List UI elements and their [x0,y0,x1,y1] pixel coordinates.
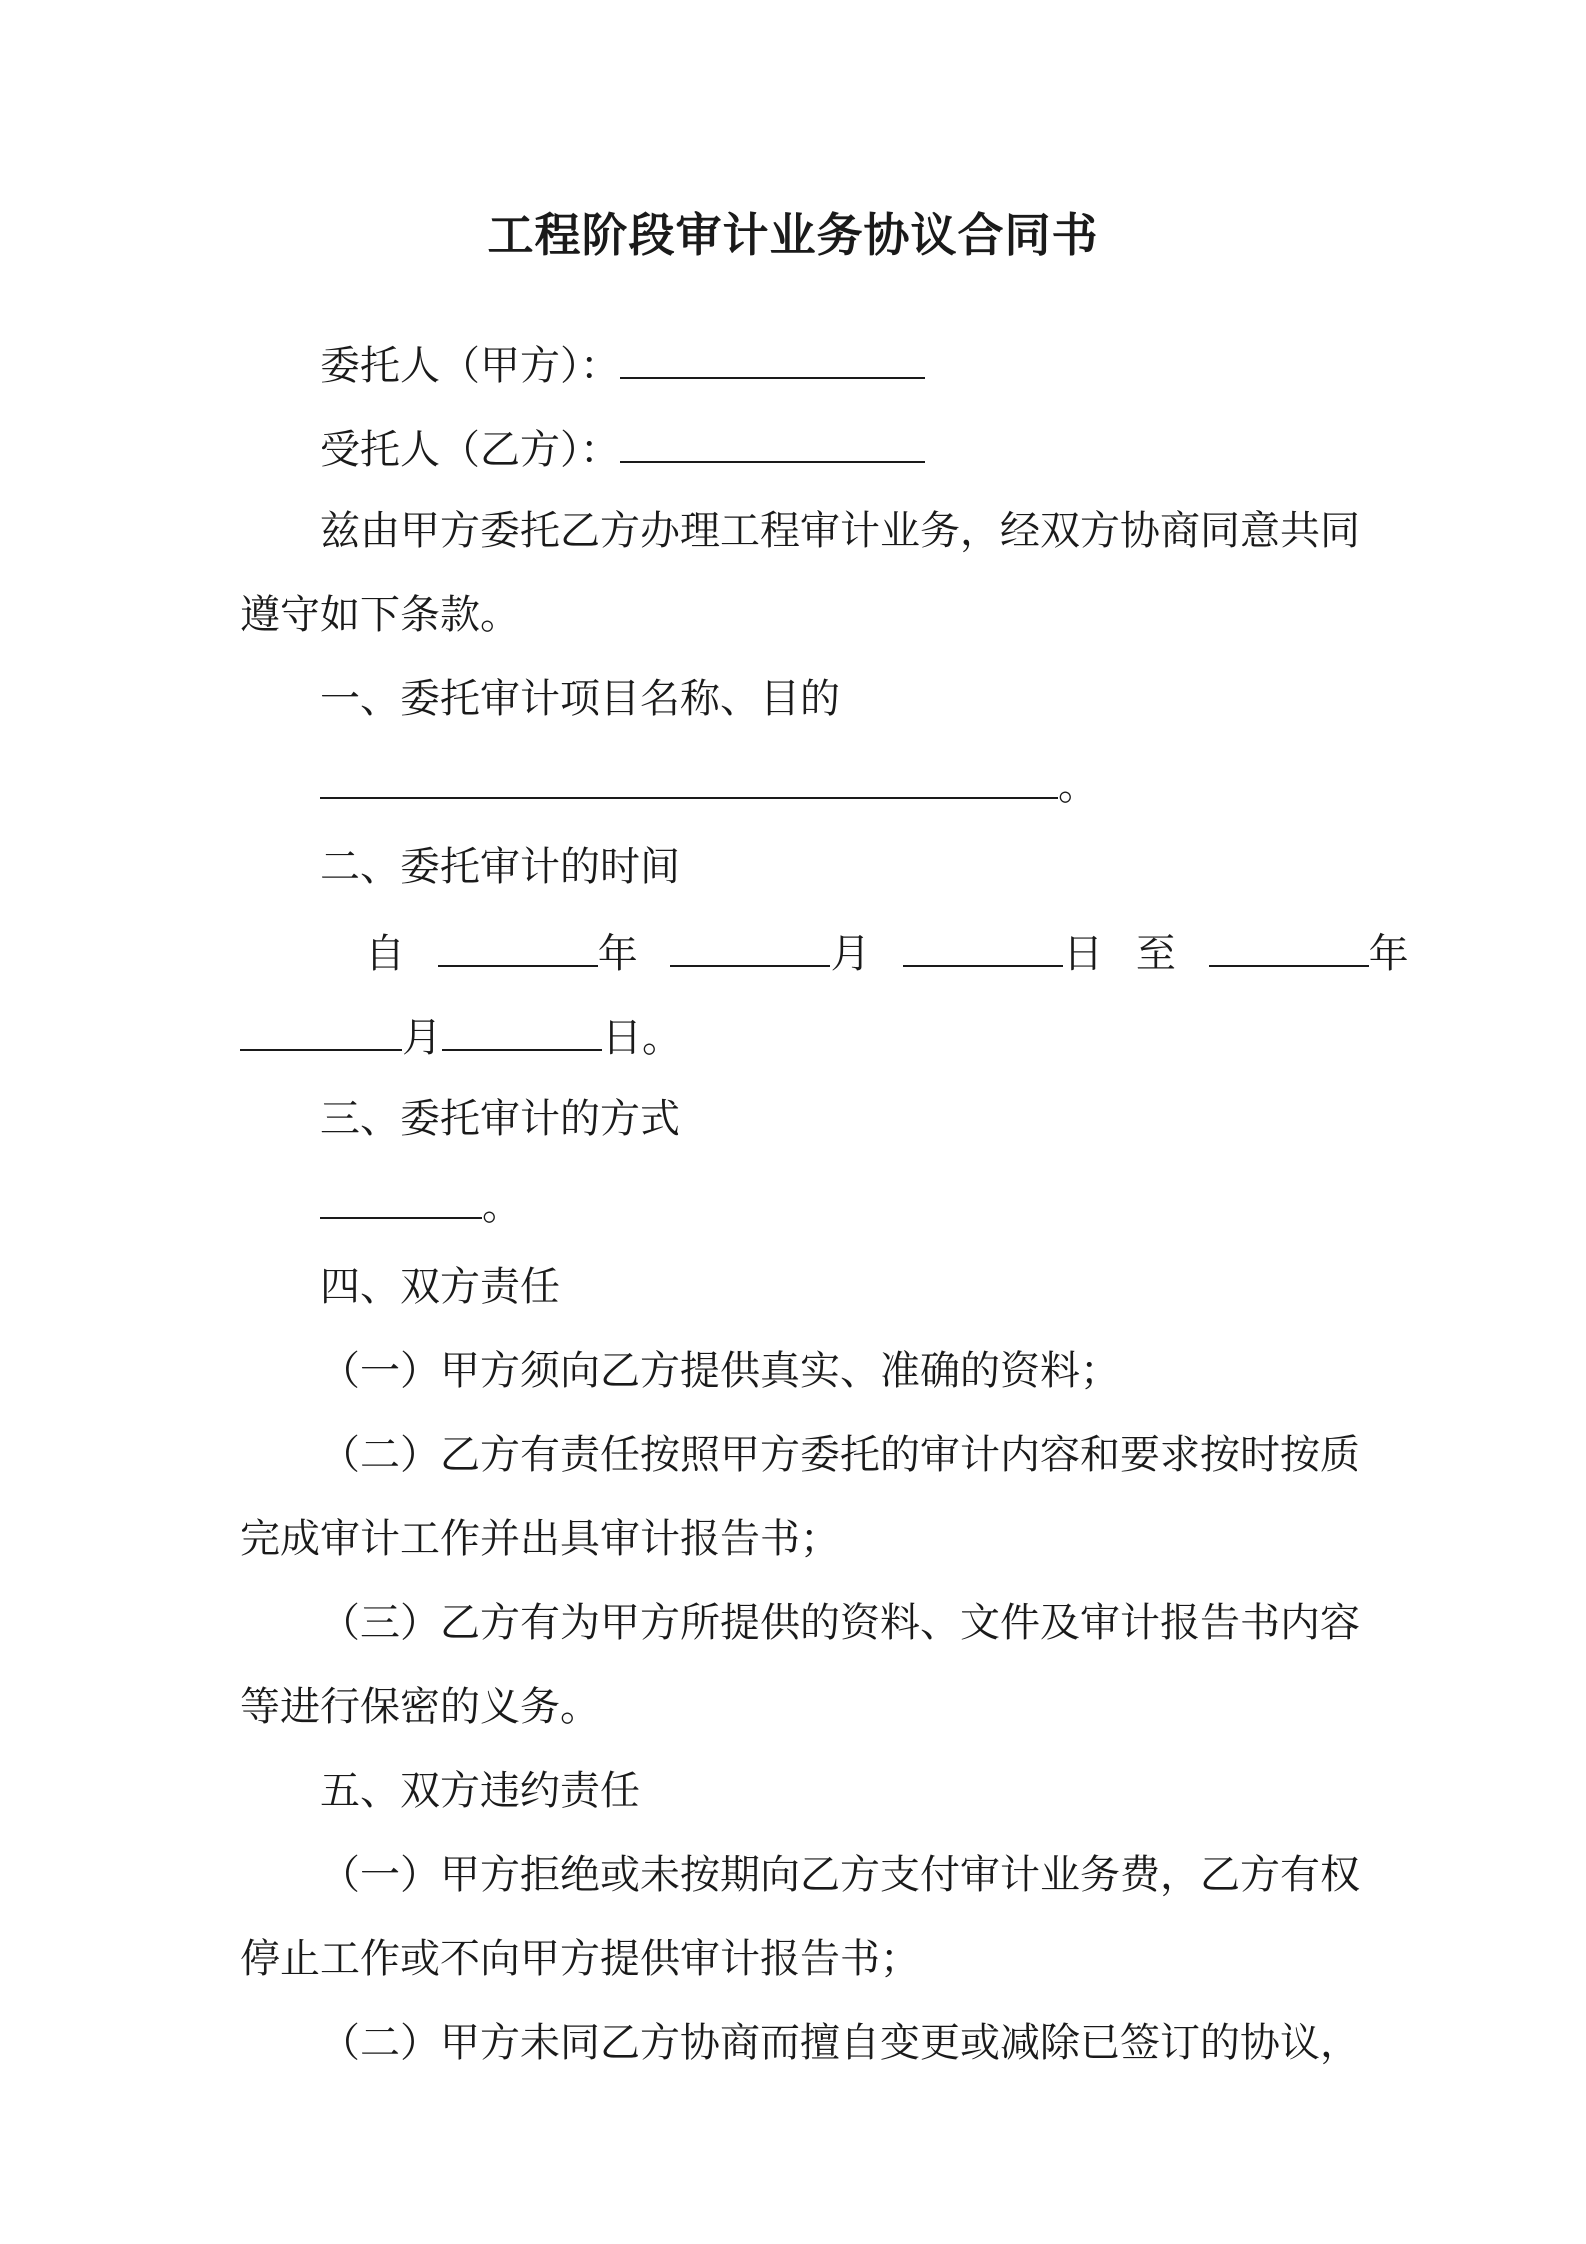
end-day-label: 日。 [602,1015,682,1061]
section-4-item-1: （一）甲方须向乙方提供真实、准确的资料； [320,1348,1120,1394]
party-b-label: 受托人（乙方）： [320,427,620,473]
date-range-line-1 [365,923,1409,979]
section-5-item-1-line-2: 停止工作或不向甲方提供审计报告书； [240,1936,920,1982]
intro-line-2: 遵守如下条款。 [240,592,520,638]
section-3-heading: 三、委托审计的方式 [320,1096,680,1142]
project-name-blank [320,755,1058,799]
start-day-blank [903,923,1063,967]
audit-method-blank [320,1175,482,1219]
section-5-heading: 五、双方违约责任 [320,1768,640,1814]
end-day-blank [442,1007,602,1051]
end-month-blank [240,1007,402,1051]
end-month-label: 月 [402,1015,442,1061]
section-5-item-2-line-1: （二）甲方未同乙方协商而擅自变更或减除已签订的协议， [320,2020,1360,2066]
party-a-blank [620,335,925,379]
section-4-item-3-line-1: （三）乙方有为甲方所提供的资料、文件及审计报告书内容 [320,1600,1360,1646]
date-from-label: 自 [365,931,405,977]
start-year-blank [438,923,598,967]
start-month-label: 月 [830,931,871,977]
start-year-label: 年 [597,931,638,977]
section-2-heading: 二、委托审计的时间 [320,844,680,890]
party-b-line [320,419,925,475]
section-3-fill-line [320,1175,522,1231]
section-1-fill-line [320,755,1098,811]
party-a-line [320,335,925,391]
end-year-blank [1209,923,1369,967]
section-1-heading: 一、委托审计项目名称、目的 [320,676,840,722]
start-month-blank [670,923,830,967]
section-5-item-1-line-1: （一）甲方拒绝或未按期向乙方支付审计业务费，乙方有权 [320,1852,1360,1898]
party-a-label: 委托人（甲方）： [320,343,620,389]
section-4-item-2-line-1: （二）乙方有责任按照甲方委托的审计内容和要求按时按质 [320,1432,1360,1478]
intro-line-1: 兹由甲方委托乙方办理工程审计业务，经双方协商同意共同 [320,508,1360,554]
date-to-label: 至 [1135,931,1176,977]
section-1-period: 。 [1058,763,1098,809]
end-year-label: 年 [1368,931,1409,977]
section-4-item-3-line-2: 等进行保密的义务。 [240,1684,600,1730]
document-title: 工程阶段审计业务协议合同书 [487,208,1099,262]
party-b-blank [620,419,925,463]
date-range-line-2 [240,1007,682,1063]
section-3-period: 。 [482,1183,522,1229]
section-4-heading: 四、双方责任 [320,1264,560,1310]
start-day-label: 日 [1063,931,1104,977]
section-4-item-2-line-2: 完成审计工作并出具审计报告书； [240,1516,840,1562]
